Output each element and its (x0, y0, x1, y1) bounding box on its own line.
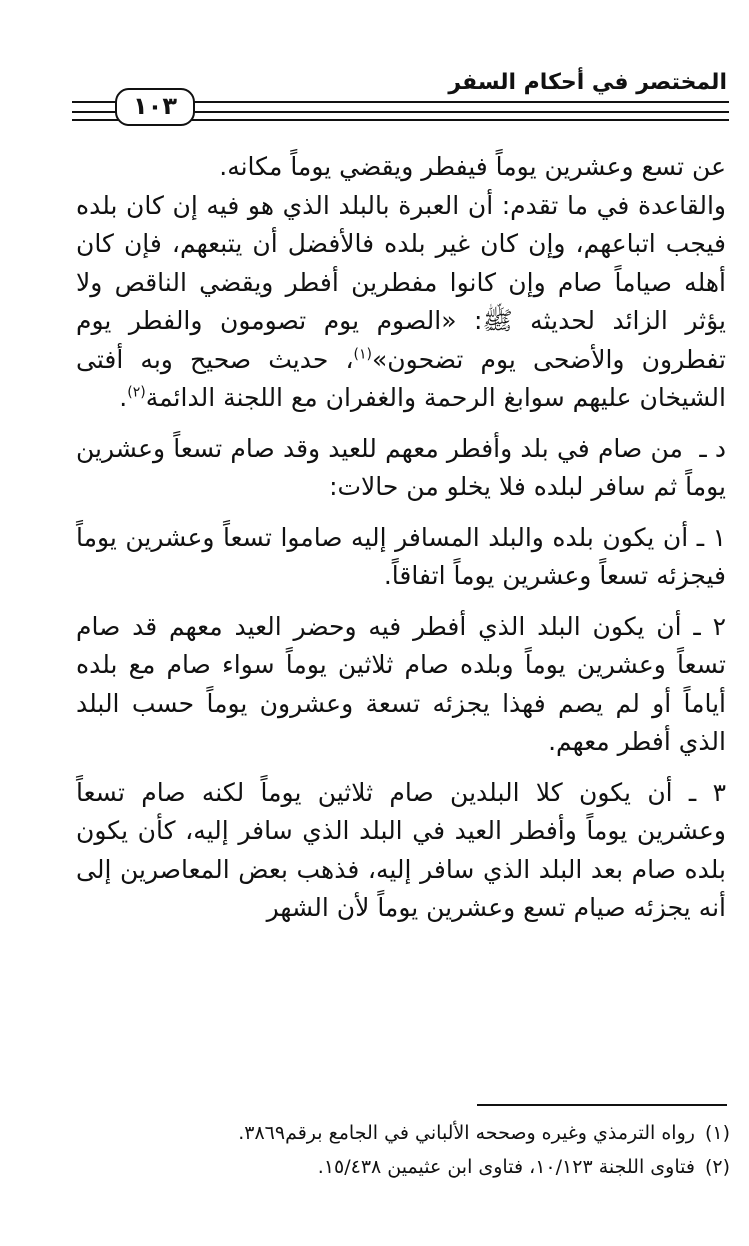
footnote-separator (477, 1104, 727, 1106)
footnote-1-number: (١) (704, 1122, 730, 1144)
page-number: ١٠٣ (115, 88, 195, 126)
paragraph-2-text: والقاعدة في ما تقدم: أن العبرة بالبلد الذي هو فيه إن كان بلده فيجب اتباعهم، وإن كان غير بلده فالأفضل أن يتبعهم، فإن كان أهله صياماً صام وإن كانوا مفطرين أفطر ويقضي الناقص ولا يؤثر الزائد لحديثه ﷺ: «الصوم يوم تصومون والفطر يوم تفطرون والأضحى يوم تضحون» (76, 190, 727, 374)
running-title: المختصر في أحكام السفر (448, 70, 727, 95)
paragraph-1: عن تسع وعشرين يوماً فيفطر ويقضي يوماً مكانه. (219, 152, 726, 181)
footnote-2-text: فتاوى اللجنة ١٠/١٢٣، فتاوى ابن عثيمين ١٥/٤٣٨. (317, 1156, 695, 1178)
footnotes (40, 1116, 730, 1184)
paragraph-2 (76, 187, 726, 418)
footnote-ref-1: (١) (353, 346, 373, 363)
item-d (76, 430, 726, 507)
body-text (76, 148, 726, 928)
footnote-1-text: رواه الترمذي وغيره وصححه الألباني في الجامع برقم٣٨٦٩. (238, 1122, 695, 1144)
footnote-1 (40, 1116, 730, 1150)
paragraph-2-end: . (119, 383, 128, 412)
paragraph-2-continuation: ، حديث صحيح وبه أفتى الشيخان عليهم سوابغ الرحمة والغفران مع اللجنة الدائمة (76, 344, 726, 412)
case-3: ٣ ـ أن يكون كلا البلدين صام ثلاثين يوماً لكنه صام تسعاً وعشرين يوماً وأفطر العيد في البلد الذي سافر إليه، كأن يكون بلده صام بعد البلد الذي سافر إليه، فذهب بعض المعاصرين إلى أنه يجزئه صيام تسع وعشرين يوماً لأن الشهر (76, 777, 726, 922)
footnote-2 (40, 1150, 730, 1184)
case-1: ١ ـ أن يكون بلده والبلد المسافر إليه صاموا تسعاً وعشرين يوماً فيجزئه تسعاً وعشرين يوماً اتفاقاً. (76, 522, 726, 590)
footnote-ref-2: (٢) (127, 384, 146, 401)
item-d-marker: د ـ (699, 433, 726, 463)
case-2: ٢ ـ أن يكون البلد الذي أفطر فيه وحضر العيد معهم قد صام تسعاً وعشرين يوماً وبلده صام ثلاثين يوماً سواء صام مع بلده أياماً أو لم يصم فهذا يجزئه تسعة وعشرون يوماً حسب البلد الذي أفطر معهم. (76, 611, 726, 756)
footnote-2-number: (٢) (704, 1156, 730, 1178)
item-d-text: من صام في بلد وأفطر معهم للعيد وقد صام تسعاً وعشرين يوماً ثم سافر لبلده فلا يخلو من حالات: (76, 433, 726, 501)
